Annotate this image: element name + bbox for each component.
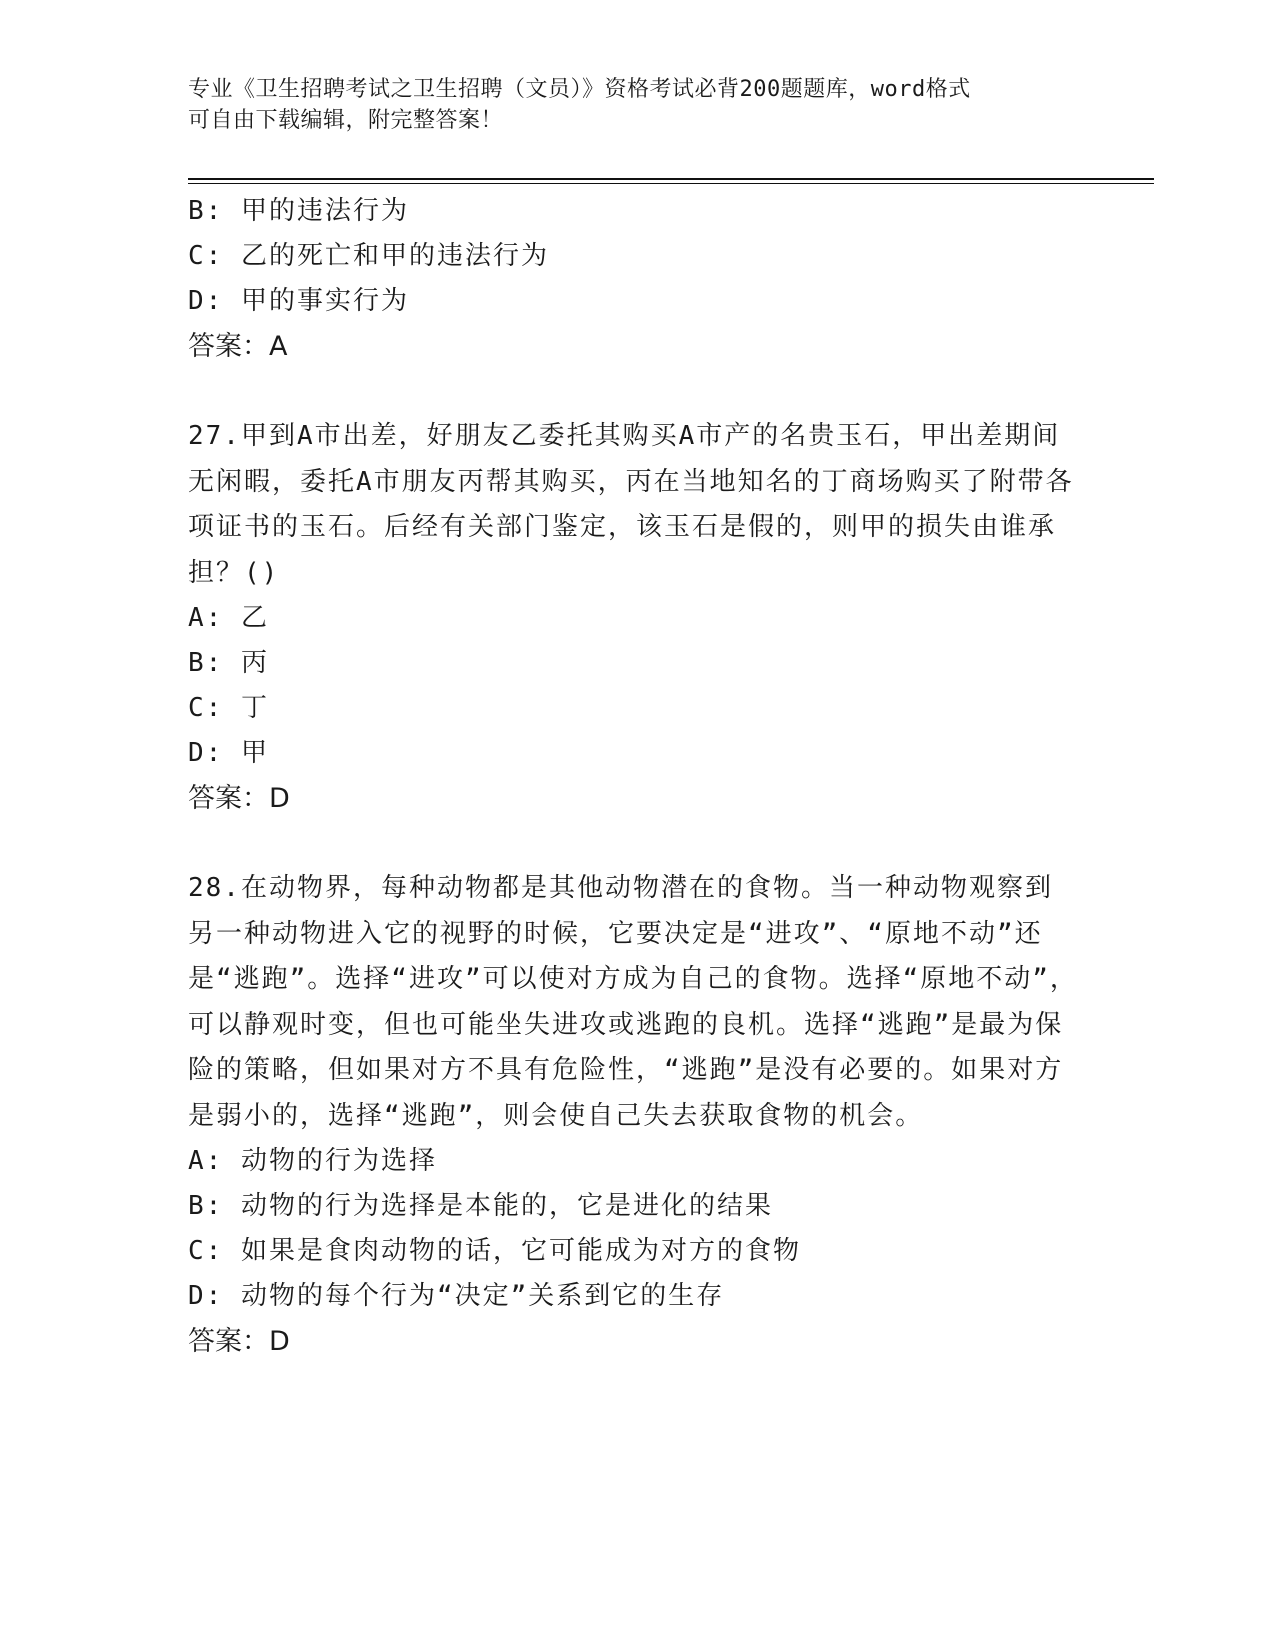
option-c: C: 丁 [188, 693, 269, 723]
option-a: A: 乙 [188, 603, 269, 633]
option-a: A: 动物的行为选择 [188, 1146, 437, 1176]
document-body [188, 189, 1088, 1364]
option-c: C: 如果是食肉动物的话，它可能成为对方的食物 [188, 1236, 801, 1266]
option-d: D: 甲的事实行为 [188, 286, 409, 316]
option-b: B: 动物的行为选择是本能的，它是进化的结果 [188, 1191, 773, 1221]
option-c: C: 乙的死亡和甲的违法行为 [188, 241, 549, 271]
answer-line: 答案：D [188, 783, 290, 814]
previous-question-tail [188, 189, 1088, 369]
question-27 [188, 414, 1088, 821]
question-text: 28.在动物界，每种动物都是其他动物潜在的食物。当一种动物观察到另一种动物进入它的视野的时候，它要决定是“进攻”、“原地不动”还是“逃跑”。选择“进攻”可以使对方成为自己的食物。选择“原地不动”，可以静观时变，但也可能坐失进攻或逃跑的良机。选择“逃跑”是最为保险的策略，但如果对方不具有危险性，“逃跑”是没有必要的。如果对方是弱小的，选择“逃跑”，则会使自己失去获取食物的机会。 [188, 873, 1078, 1131]
header-rule-thick [188, 178, 1154, 180]
header-line-1: 专业《卫生招聘考试之卫生招聘（文员）》资格考试必背200题题库，word格式 [188, 77, 971, 102]
answer-line: 答案：A [188, 331, 288, 362]
option-b: B: 丙 [188, 648, 269, 678]
document-header [188, 74, 1088, 136]
header-rule-thin [188, 183, 1154, 184]
option-b: B: 甲的违法行为 [188, 196, 409, 226]
answer-line: 答案：D [188, 1326, 290, 1357]
question-28 [188, 866, 1088, 1364]
option-d: D: 甲 [188, 738, 269, 768]
header-line-2: 可自由下载编辑，附完整答案！ [188, 108, 504, 133]
option-d: D: 动物的每个行为“决定”关系到它的生存 [188, 1281, 725, 1311]
question-text: 27.甲到A市出差，好朋友乙委托其购买A市产的名贵玉石，甲出差期间无闲暇，委托A市朋友丙帮其购买，丙在当地知名的丁商场购买了附带各项证书的玉石。后经有关部门鉴定，该玉石是假的，则甲的损失由谁承担？() [188, 421, 1074, 588]
